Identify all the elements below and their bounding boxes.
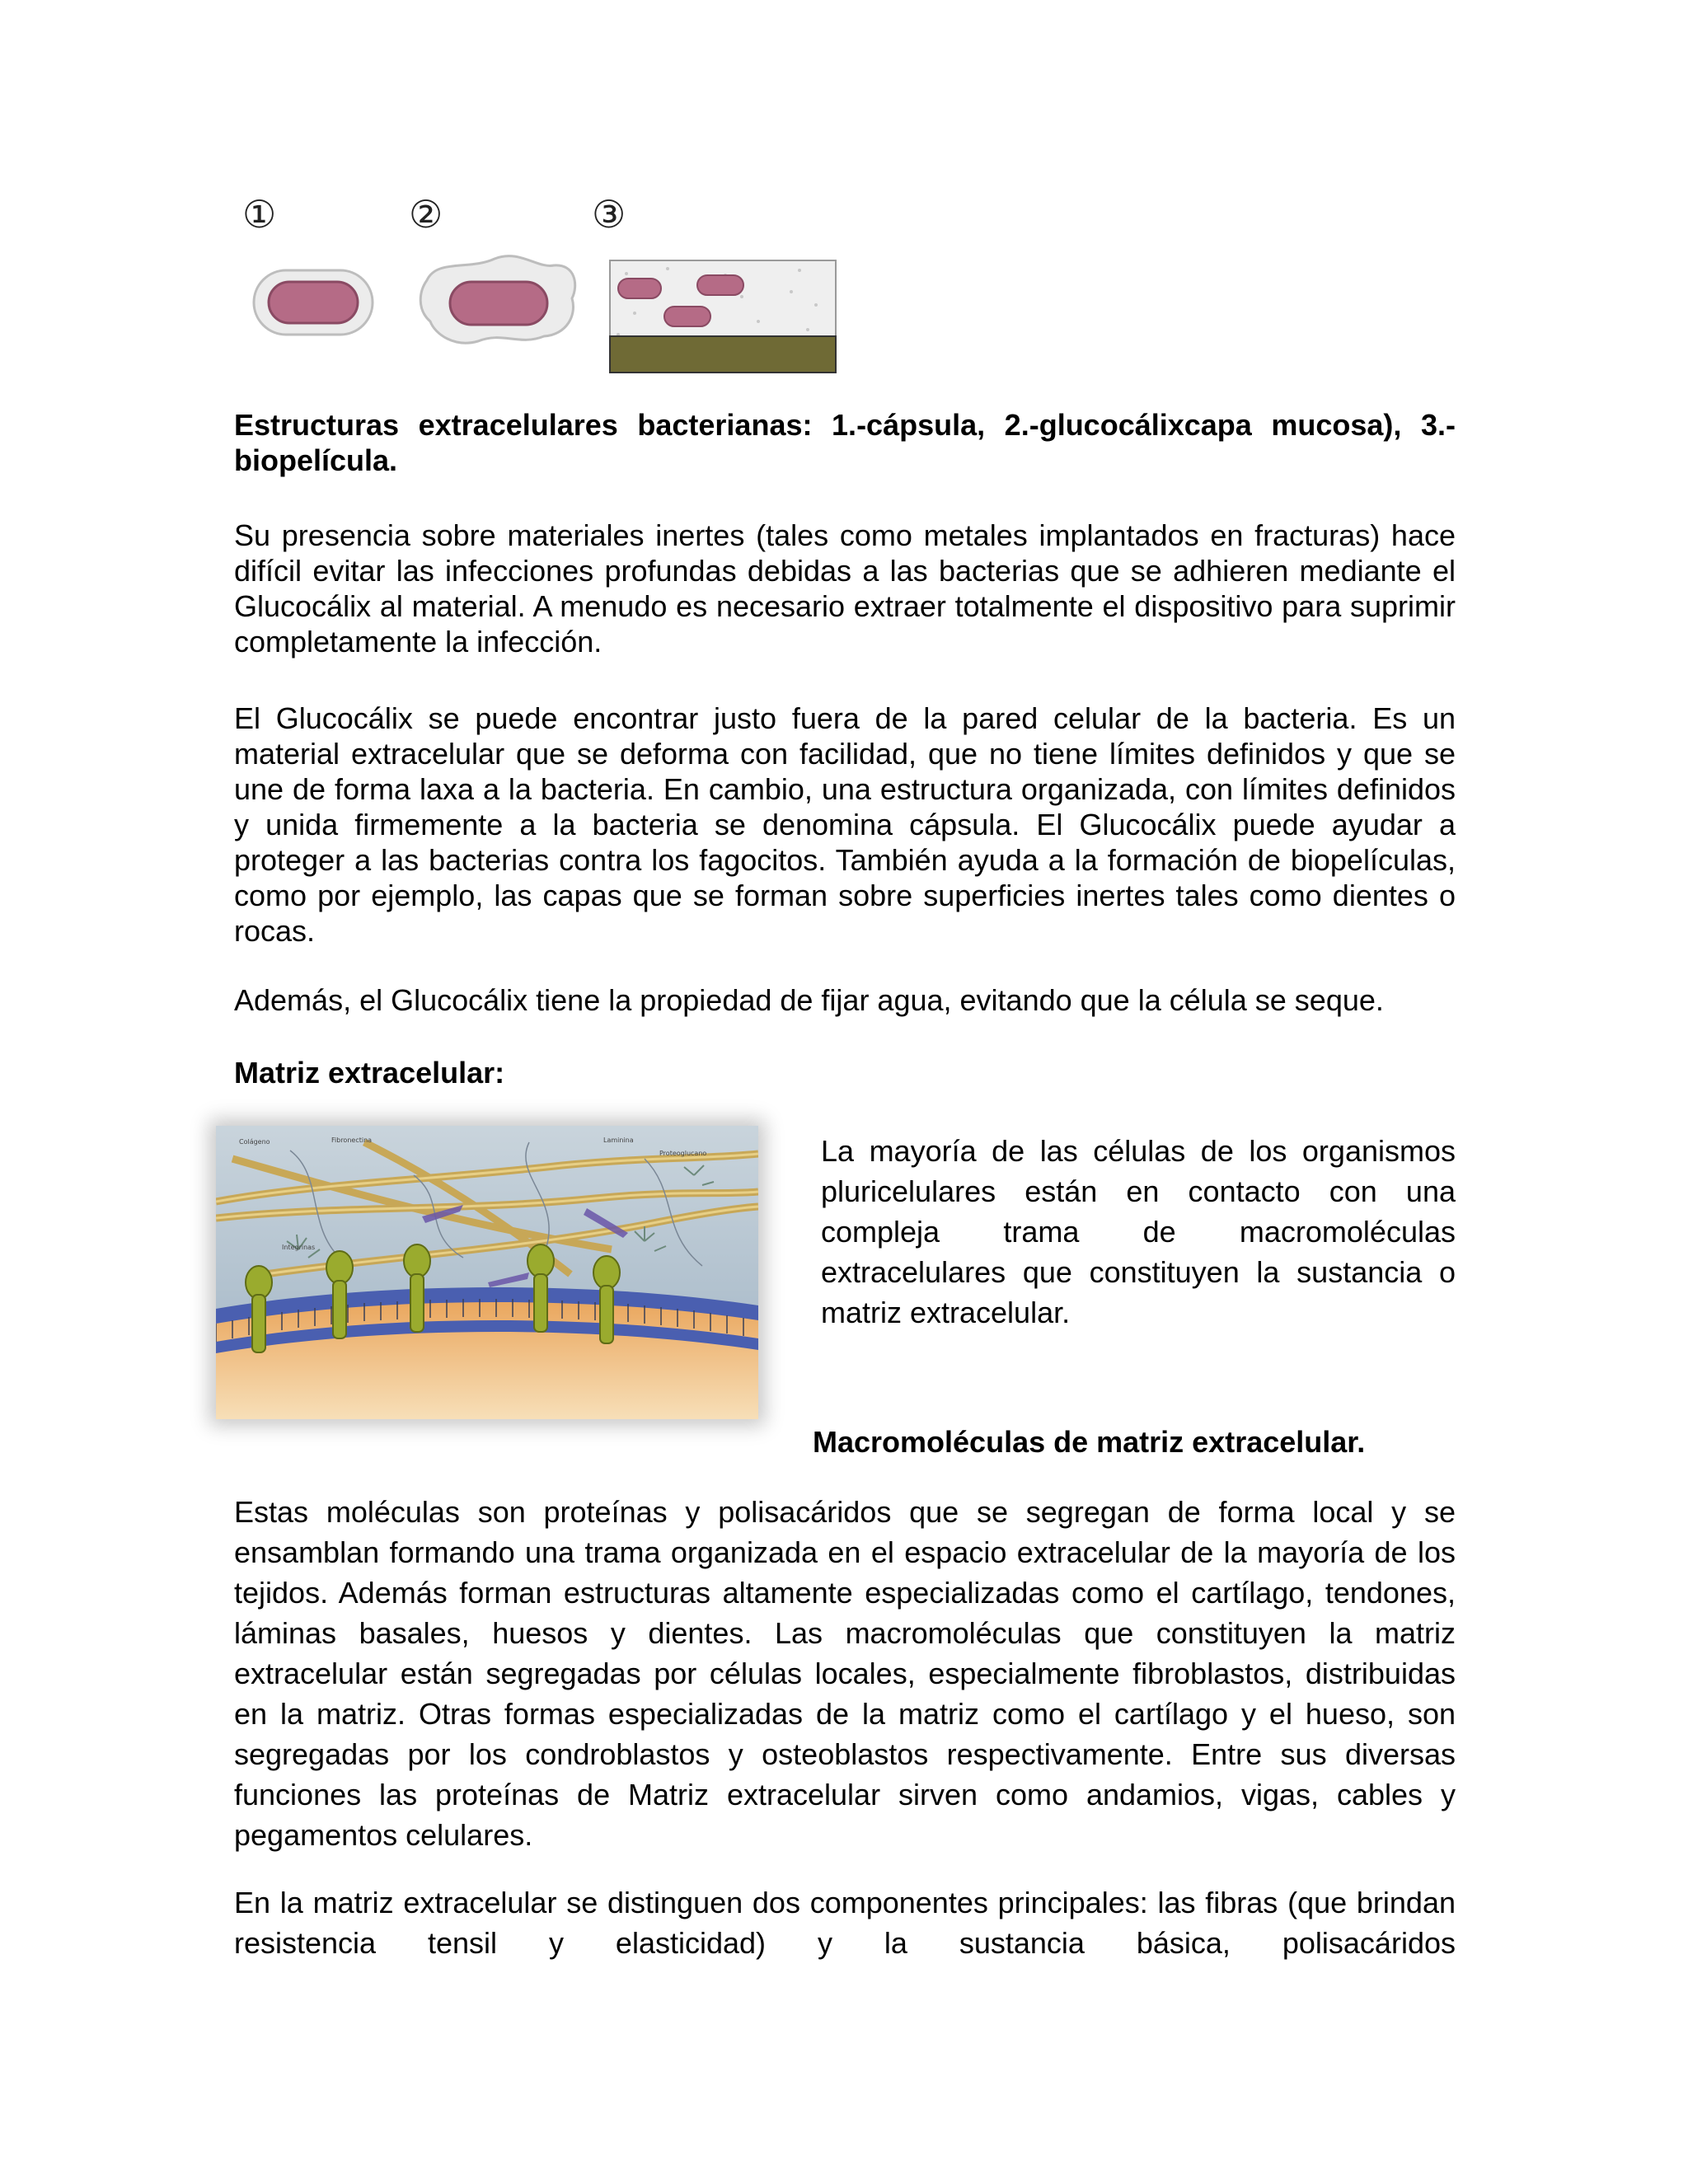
paragraph-3: Además, el Glucocálix tiene la propiedad de fijar agua, evitando que la célula se seque. — [234, 983, 1384, 1017]
paragraph-4: Estas moléculas son proteínas y polisacáridos que se segregan de forma local y se ensamblan formando una trama organizada en el espacio extracelular de la mayoría de los tejidos. Además forman estructuras altamente especializadas como el cartílago, tendones, láminas basales, huesos y dientes. Las macromoléculas que constituyen la matriz extracelular están segregadas por células locales, especialmente fibroblastos, distribuidas en la matriz. Otras formas especializadas de la matriz como el cartílago y el hueso, son segregadas por los condroblastos y osteoblastos respectivamente. Entre sus diversas funciones las proteínas de Matriz extracelular sirven como andamios, vigas, cables y pegamentos celulares. — [234, 1495, 1456, 1852]
label-proteoglucano: Proteoglucano — [659, 1150, 707, 1157]
label-fibronectina: Fibronectina — [331, 1137, 373, 1144]
heading-matriz-extracelular: Matriz extracelular: — [234, 1056, 505, 1090]
figure-number-1: ① — [242, 192, 277, 237]
paragraph-1: Su presencia sobre materiales inertes (tales como metales implantados en fracturas) hace difícil evitar las infecciones profundas debidas a las bacterias que se adhieren mediante el Glucocálix al material. A menudo es necesario extraer totalmente el dispositivo para suprimir completamente la infección. — [234, 518, 1456, 658]
capsule-cell — [254, 270, 373, 335]
label-laminina: Laminina — [603, 1137, 634, 1144]
bacterial-structures-figure — [231, 190, 841, 387]
matrix-description: La mayoría de las células de los organismos pluricelulares están en contacto con una compleja trama de macromoléculas extracelulares que constituyen la sustancia o matriz extracelular. — [821, 1134, 1456, 1329]
figure-number-3: ③ — [592, 192, 626, 237]
extracellular-matrix-figure — [216, 1126, 758, 1419]
heading-macromoleculas: Macromoléculas de matriz extracelular. — [813, 1425, 1366, 1459]
label-colageno: Colágeno — [239, 1138, 270, 1146]
glycocalyx-cell — [420, 256, 574, 344]
label-integrinas: Integrinas — [282, 1244, 316, 1251]
figure-number-2: ② — [409, 192, 443, 237]
paragraph-5: En la matriz extracelular se distinguen dos componentes principales: las fibras (que brindan resistencia tensil y elasticidad) y la sustancia básica, polisacáridos — [234, 1886, 1456, 1960]
figure-caption: Estructuras extracelulares bacterianas: 1.-cápsula, 2.-glucocálixcapa mucosa), 3.-biopelícula. — [234, 408, 1456, 477]
paragraph-2: El Glucocálix se puede encontrar justo fuera de la pared celular de la bacteria. Es un material extracelular que se deforma con facilidad, que no tiene límites definidos y que se une de forma laxa a la bacteria. En cambio, una estructura organizada, con límites definidos y unida firmemente a la bacteria se denomina cápsula. El Glucocálix puede ayudar a proteger a las bacterias contra los fagocitos. También ayuda a la formación de biopelículas, como por ejemplo, las capas que se forman sobre superficies inertes tales como dientes o rocas. — [234, 701, 1456, 948]
biofilm-panel — [610, 260, 836, 373]
